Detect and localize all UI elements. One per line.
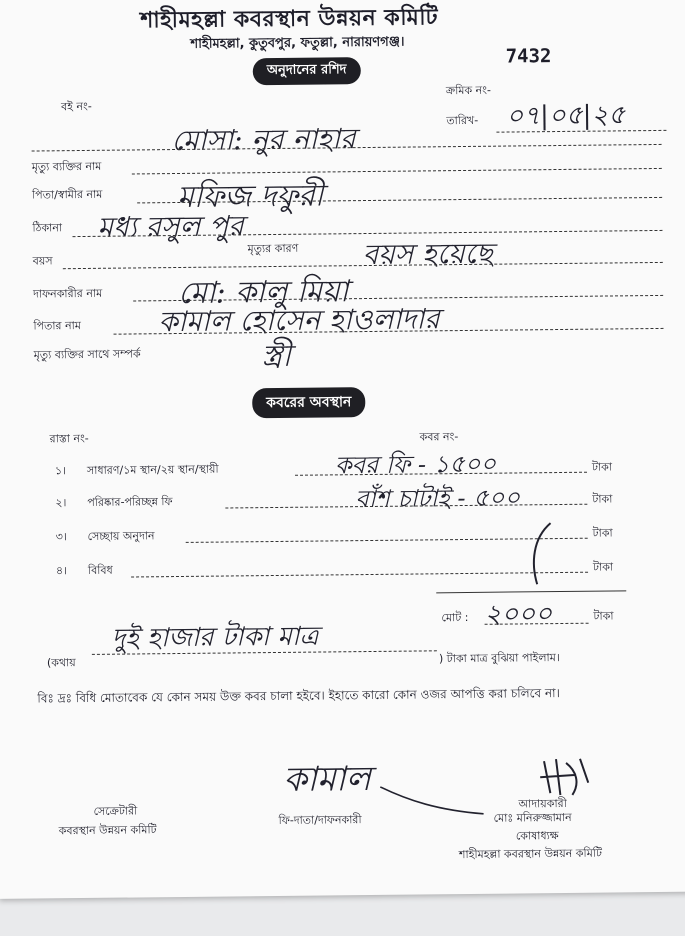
fee-row-num: ২। <box>55 496 67 510</box>
fee-row-num: ৩। <box>55 530 67 544</box>
serial-number: 7432 <box>505 45 552 68</box>
relation-value: স্ত্রী <box>261 338 292 375</box>
fee-row-unit: টাকা <box>591 460 613 474</box>
secretary-title: সেক্রেটারী <box>93 804 138 818</box>
signature-flourish <box>378 780 488 821</box>
secretary-org: কবরস্থান উন্নয়ন কমিটি <box>58 823 157 838</box>
buryer-father-label: পিতার নাম <box>33 319 81 333</box>
total-label: মোট : <box>441 610 469 625</box>
father-husband-label: পিতা/স্বামীর নাম <box>32 187 103 202</box>
payer-title: ফি-দাতা/দাফনকারী <box>278 813 362 827</box>
words-close: ) টাকা মাত্র বুঝিয়া পাইলাম। <box>438 651 560 666</box>
line <box>131 572 588 578</box>
cause-value: বয়স হয়েছে <box>362 236 494 272</box>
date-label: তারিখ- <box>446 113 479 128</box>
words-value: দুই হাজার টাকা মাত্র <box>111 621 319 654</box>
fee-row-label: সেচ্ছায় অনুদান <box>87 529 155 543</box>
father-husband-value: মফিজ দফুরী <box>176 178 324 216</box>
address-label: ঠিকানা <box>32 221 63 235</box>
committee-address: শাহীমহল্লা, কুতুবপুর, ফতুল্লা, নারায়ণগঞ্জ। <box>190 34 405 52</box>
book-no-label: বই নং- <box>61 99 92 114</box>
treasurer-org: শাহীমহল্লা কবরস্থান উন্নয়ন কমিটি <box>458 846 602 862</box>
fee-row-value: বাঁশ চাটাই - ৫০০ <box>355 483 521 514</box>
fee-row-label: বিবিধ <box>87 563 113 577</box>
fee-row-value: কবর ফি - ১৫০০ <box>334 449 497 480</box>
grave-no-label: কবর নং- <box>419 430 459 444</box>
total-unit: টাকা <box>593 609 614 623</box>
committee-title: শাহীমহল্লা কবরস্থান উন্নয়ন কমিটি <box>140 5 439 34</box>
total-value: ২০০০ <box>484 599 553 630</box>
payer-signature: কামাল <box>283 759 372 800</box>
treasurer-title: কোষাধ্যক্ষ <box>515 829 559 843</box>
road-label: রাস্তা নং- <box>49 431 89 446</box>
terms-note: বিঃ দ্রঃ বিধি মোতাবেক যে কোন সময় উক্ত কবর চালা হইবে। ইহাতে কারো কোন ওজর আপত্তি করা চলিবে না। <box>37 686 560 706</box>
fee-bracket-mark <box>520 518 561 588</box>
fee-row-unit: টাকা <box>592 492 613 506</box>
collector-title: আদায়কারী <box>518 796 567 811</box>
words-open: (কথায় <box>46 656 76 670</box>
collector-name: মোঃ মনিরুজ্জামান <box>493 810 572 825</box>
buryer-value: মো: কালু মিয়া <box>177 274 349 311</box>
fee-row-num: ৪। <box>55 564 68 578</box>
deceased-name-label: মৃত্যু ব্যক্তির নাম <box>31 159 102 174</box>
grave-section-heading: কবরের অবস্থান <box>252 387 365 418</box>
fee-row-unit: টাকা <box>592 526 613 540</box>
fee-row-unit: টাকা <box>592 560 614 574</box>
serial-label: ক্রমিক নং- <box>445 83 491 98</box>
fee-row-label: পরিষ্কার-পরিচ্ছন্ন ফি <box>87 495 173 509</box>
fee-row-label: সাধারণ/১ম স্থান/২য় স্থান/স্থায়ী <box>86 462 219 477</box>
age-label: বয়স <box>32 254 53 268</box>
receipt-label-badge: অনুদানের রশিদ <box>253 57 361 85</box>
buryer-father-value: কামাল হোসেন হাওলাদার <box>158 302 440 339</box>
cause-label: মৃত্যুর কারণ <box>247 241 299 256</box>
deceased-name-value: মোসা: নুর নাহার <box>171 122 356 158</box>
relation-label: মৃত্যু ব্যক্তির সাথে সম্পর্ক <box>33 347 141 362</box>
buryer-label: দাফনকারীর নাম <box>33 286 103 301</box>
fee-row-num: ১। <box>54 464 67 478</box>
date-value: ০৭|০৫|২৫ <box>506 100 626 132</box>
address-value: মধ্য রসুল পুর <box>97 209 244 244</box>
